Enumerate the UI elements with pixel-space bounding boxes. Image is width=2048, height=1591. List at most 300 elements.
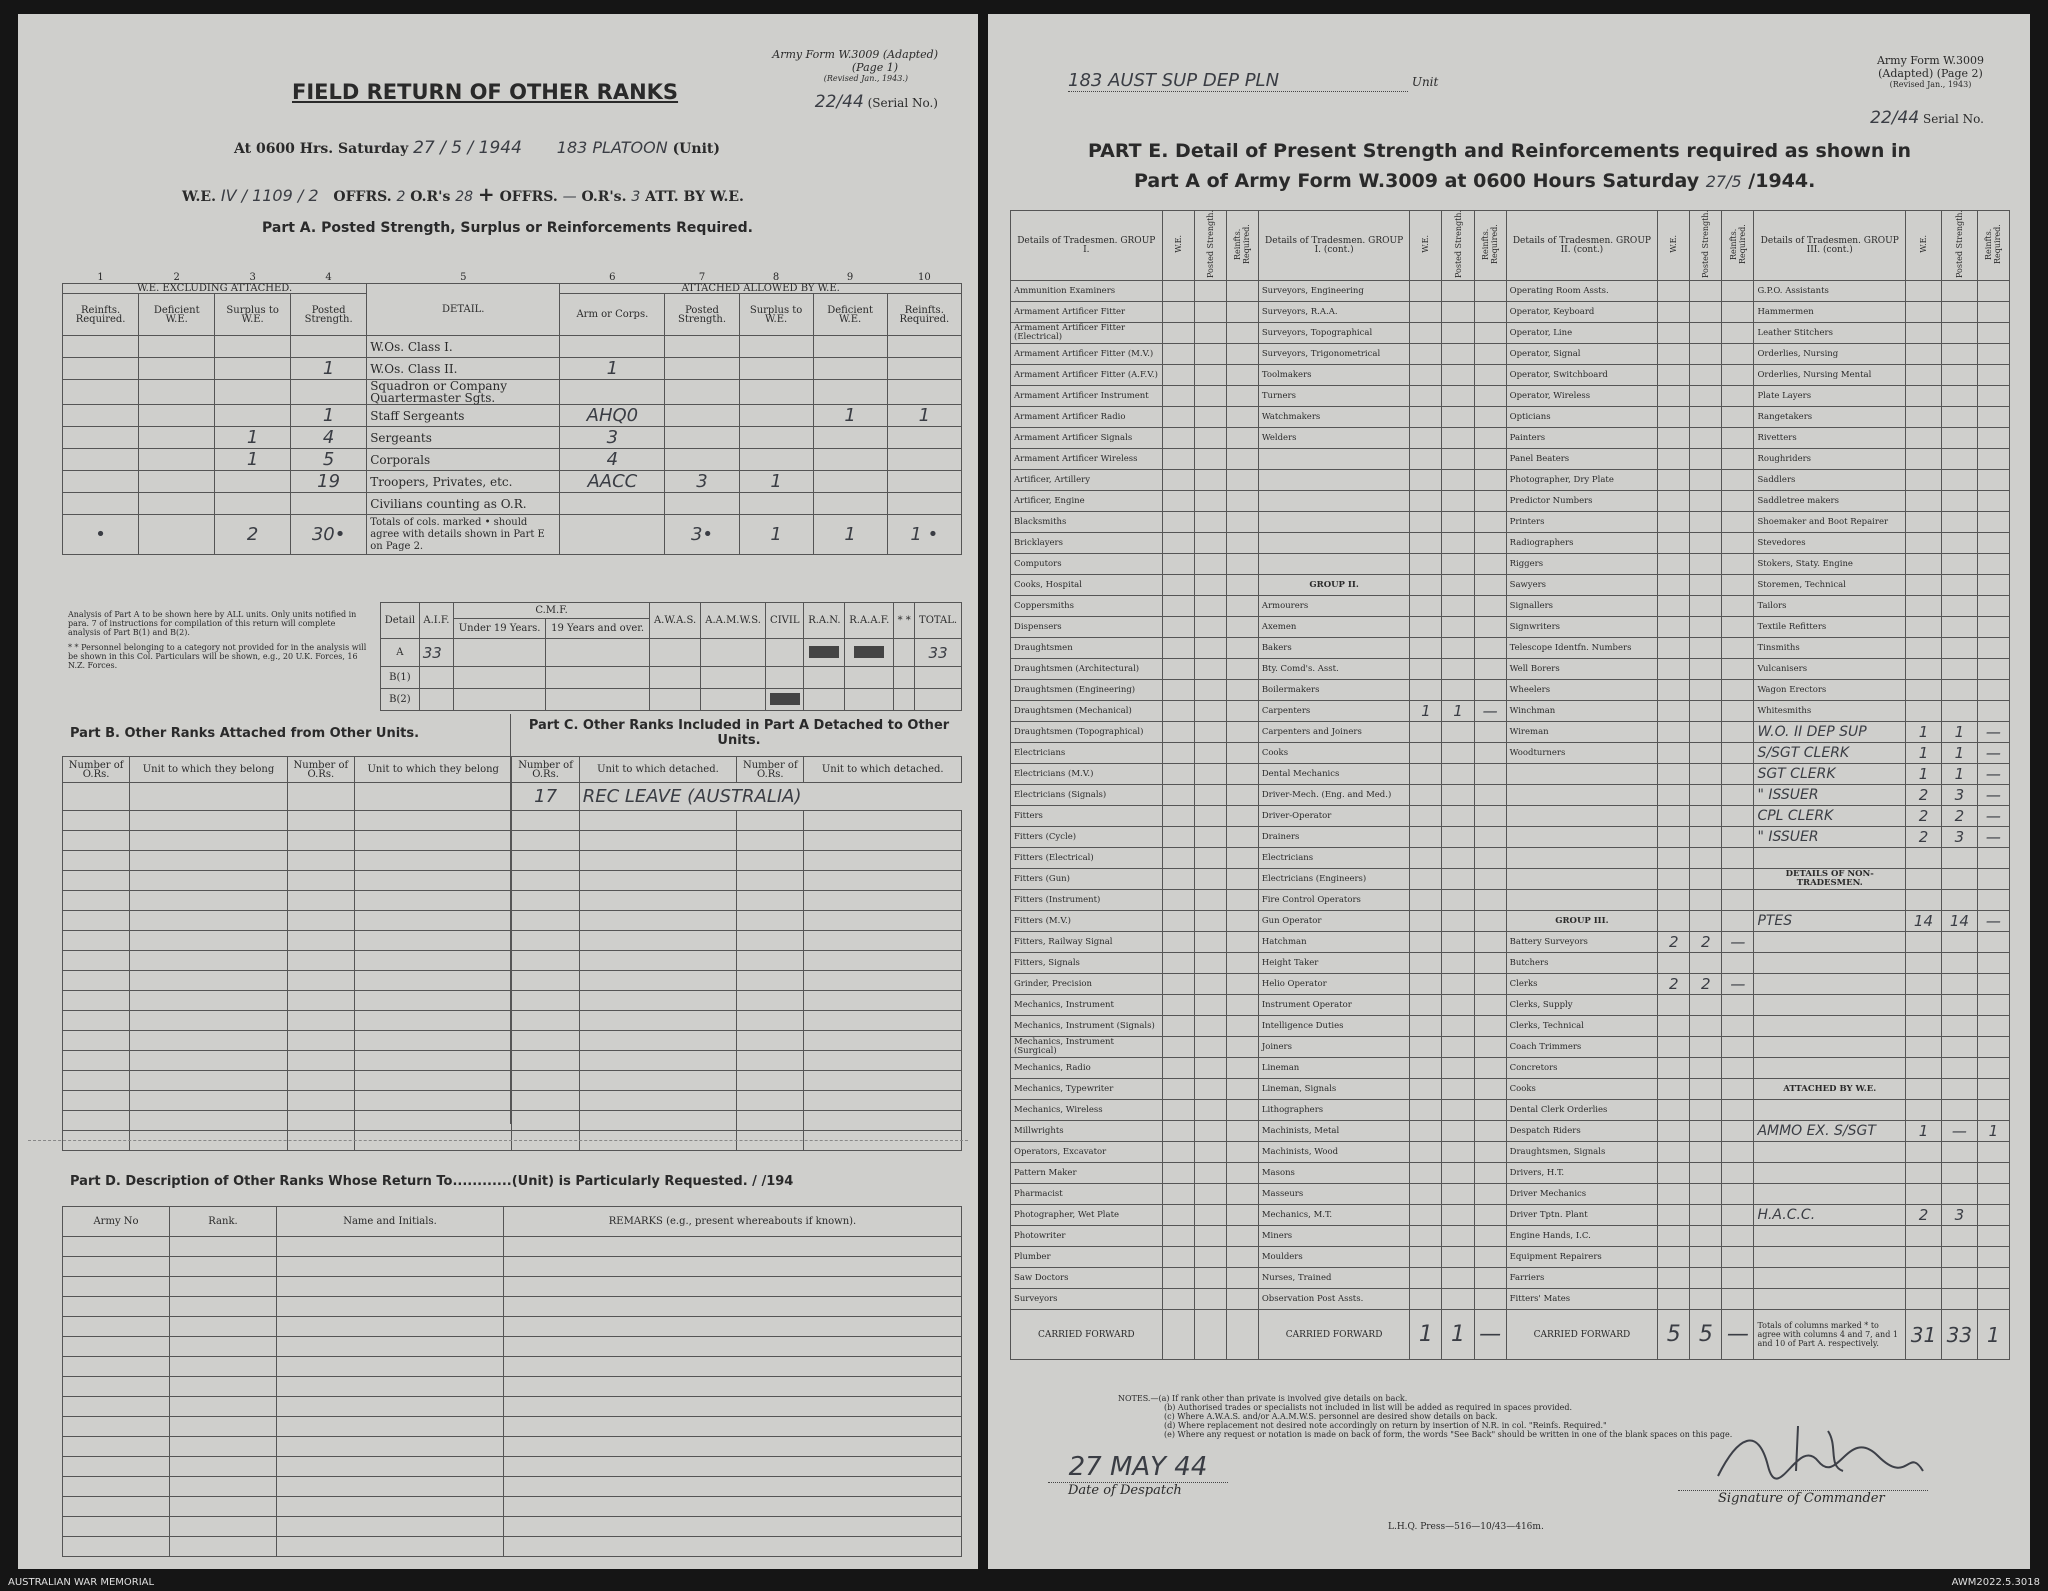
trade-value	[1722, 281, 1754, 302]
table-row	[63, 1537, 962, 1557]
trade-label: Operator, Switchboard	[1506, 365, 1658, 386]
trade-value	[1442, 1142, 1474, 1163]
trade-label: Woodturners	[1506, 743, 1658, 764]
trade-value	[1658, 953, 1690, 974]
analysis-header: A.A.M.W.S.	[701, 603, 766, 639]
trade-label: Electricians	[1258, 848, 1410, 869]
trade-value	[1194, 575, 1226, 596]
trade-label: Driver-Operator	[1258, 806, 1410, 827]
trade-value	[1442, 932, 1474, 953]
row-value	[291, 336, 367, 358]
trade-row	[1011, 1079, 2010, 1100]
trade-label: Draughtsmen (Topographical)	[1011, 722, 1163, 743]
row-value: 1	[813, 405, 887, 427]
trade-row	[1011, 1289, 2010, 1310]
trade-label: Surveyors	[1011, 1289, 1163, 1310]
trade-label: Telescope Identfn. Numbers	[1506, 638, 1658, 659]
form-reference: Army Form W.3009 (Adapted) (Page 1) (Revised Jan., 1943.)	[772, 48, 938, 83]
column-header: Posted Strength.	[1453, 209, 1463, 279]
trade-value	[1474, 281, 1506, 302]
row-value	[887, 380, 961, 405]
trade-row	[1011, 659, 2010, 680]
trade-value	[1690, 1247, 1722, 1268]
trade-label: PTES	[1754, 911, 1906, 932]
trade-value	[1226, 470, 1258, 491]
trade-value: 1	[1906, 1121, 1942, 1142]
trade-value	[1162, 1205, 1194, 1226]
part-e-header-row	[1011, 211, 2010, 281]
part-d-table	[62, 1206, 962, 1557]
trade-value	[1194, 1058, 1226, 1079]
trade-label: Driver Tptn. Plant	[1506, 1205, 1658, 1226]
trade-value	[1906, 701, 1942, 722]
we-line: W.E. IV / 1109 / 2 OFFRS. 2 O.R's 28 + OFFRS. — O.R's. 3 ATT. BY W.E.	[182, 182, 744, 206]
trade-value	[1690, 827, 1722, 848]
trade-value	[1226, 1268, 1258, 1289]
trade-label: Saddletree makers	[1754, 491, 1906, 512]
trade-value	[1722, 617, 1754, 638]
col-number: 2	[173, 272, 180, 283]
trade-label: Clerks, Technical	[1506, 1016, 1658, 1037]
trade-value	[1690, 302, 1722, 323]
trade-value	[1194, 701, 1226, 722]
trade-value	[1941, 428, 1977, 449]
trade-value	[1474, 407, 1506, 428]
column-header: Reinfts. Required.	[1481, 224, 1500, 264]
trade-value	[1410, 386, 1442, 407]
trade-value	[1194, 302, 1226, 323]
trade-value	[1410, 512, 1442, 533]
trade-value	[1442, 911, 1474, 932]
row-value	[665, 405, 739, 427]
trade-label: Opticians	[1506, 407, 1658, 428]
row-value: 2	[215, 515, 291, 555]
trade-label: Photographer, Wet Plate	[1011, 1205, 1163, 1226]
carried-value	[1226, 1310, 1258, 1360]
part-bc-rows	[63, 811, 962, 1151]
trade-value	[1410, 743, 1442, 764]
trade-value	[1977, 701, 2009, 722]
note-line: NOTES.—(a) If rank other than private is involved give details on back.	[1118, 1394, 1408, 1403]
trade-label: CPL CLERK	[1754, 806, 1906, 827]
trade-value	[1906, 596, 1942, 617]
carried-value	[1194, 1310, 1226, 1360]
trade-value	[1722, 701, 1754, 722]
table-row	[63, 931, 962, 951]
trade-label: Masseurs	[1258, 1184, 1410, 1205]
trade-value	[1977, 491, 2009, 512]
trade-value	[1690, 365, 1722, 386]
trade-row	[1011, 1100, 2010, 1121]
trade-value	[1162, 764, 1194, 785]
trade-label: Lineman, Signals	[1258, 1079, 1410, 1100]
trade-value	[1162, 281, 1194, 302]
trade-value	[1690, 1184, 1722, 1205]
trade-value	[1474, 995, 1506, 1016]
trade-value: —	[1977, 764, 2009, 785]
press-line: L.H.Q. Press—516—10/43—416m.	[1388, 1522, 1544, 1532]
trade-value	[1474, 1079, 1506, 1100]
trade-value	[1941, 869, 1977, 890]
trade-value	[1658, 1079, 1690, 1100]
trade-label: Draughtsmen	[1011, 638, 1163, 659]
trade-value	[1690, 554, 1722, 575]
row-value	[813, 380, 887, 405]
column-header: W.E.	[1173, 235, 1183, 253]
cmf-header: C.M.F.	[454, 603, 650, 619]
trade-value	[1194, 1205, 1226, 1226]
trade-value	[1474, 1289, 1506, 1310]
trade-label: Fitters' Mates	[1506, 1289, 1658, 1310]
column-header: Number of O.Rs.	[512, 757, 579, 783]
column-header: Reinfts. Required.	[63, 294, 139, 336]
trade-value	[1906, 1184, 1942, 1205]
trade-value	[1658, 1226, 1690, 1247]
column-header: Posted Strength.	[1701, 209, 1711, 279]
trade-value	[1194, 890, 1226, 911]
trade-value	[1906, 1037, 1942, 1058]
trade-value	[1906, 428, 1942, 449]
trade-value	[1658, 365, 1690, 386]
col-number: 6	[609, 272, 616, 283]
column-header: Deficient W.E.	[813, 294, 887, 336]
row-value: 1	[739, 471, 813, 493]
carried-value: 5	[1690, 1310, 1722, 1360]
trade-value	[1410, 554, 1442, 575]
trade-value	[1410, 1079, 1442, 1100]
trade-value	[1442, 449, 1474, 470]
trade-value	[1410, 974, 1442, 995]
table-row	[63, 1437, 962, 1457]
trade-label	[1258, 470, 1410, 491]
trade-value	[1977, 1100, 2009, 1121]
table-row	[63, 1357, 962, 1377]
trade-value	[1162, 995, 1194, 1016]
trade-label: Operating Room Assts.	[1506, 281, 1658, 302]
trade-label: Surveyors, Topographical	[1258, 323, 1410, 344]
trade-label: Dental Mechanics	[1258, 764, 1410, 785]
table-row	[63, 831, 962, 851]
trade-value	[1722, 491, 1754, 512]
trade-row	[1011, 575, 2010, 596]
trade-value	[1658, 1100, 1690, 1121]
trade-row	[1011, 1184, 2010, 1205]
table-row	[63, 891, 962, 911]
trade-value	[1474, 344, 1506, 365]
trade-label	[1754, 995, 1906, 1016]
row-detail: Corporals	[367, 449, 560, 471]
trade-value: 1	[1906, 764, 1942, 785]
trade-value	[1977, 1184, 2009, 1205]
analysis-header: A.I.F.	[419, 603, 453, 639]
trade-value	[1474, 743, 1506, 764]
trade-value	[1194, 1037, 1226, 1058]
trade-label: Electricians (Signals)	[1011, 785, 1163, 806]
analysis-total: 33	[915, 639, 962, 667]
trade-label: Pharmacist	[1011, 1184, 1163, 1205]
trade-value	[1410, 1184, 1442, 1205]
trade-value	[1226, 1163, 1258, 1184]
trade-value	[1162, 365, 1194, 386]
totals-note: Totals of columns marked * to agree with columns 4 and 7, and 1 and 10 of Part A. respectively.	[1754, 1310, 1906, 1360]
carried-value: —	[1474, 1310, 1506, 1360]
trade-value	[1442, 848, 1474, 869]
table-row	[63, 991, 962, 1011]
trade-value	[1474, 1226, 1506, 1247]
trade-value	[1977, 1226, 2009, 1247]
trade-value	[1941, 1184, 1977, 1205]
trade-value	[1442, 869, 1474, 890]
trade-value	[1410, 638, 1442, 659]
trade-value: 2	[1906, 806, 1942, 827]
despatch-block	[1048, 1452, 1228, 1498]
trade-value	[1442, 785, 1474, 806]
part-a-row	[63, 336, 962, 358]
trade-value: —	[1977, 722, 2009, 743]
column-header: REMARKS (e.g., present whereabouts if known).	[504, 1207, 962, 1237]
trade-value: 2	[1906, 827, 1942, 848]
trade-value	[1162, 533, 1194, 554]
trade-value	[1941, 302, 1977, 323]
trade-value	[1474, 470, 1506, 491]
carried-value: 1	[1442, 1310, 1474, 1360]
trade-label: Driver-Mech. (Eng. and Med.)	[1258, 785, 1410, 806]
trade-value: 2	[1658, 932, 1690, 953]
trade-label: Panel Beaters	[1506, 449, 1658, 470]
trade-value: 3	[1941, 827, 1977, 848]
trade-value	[1658, 869, 1690, 890]
trade-row	[1011, 701, 2010, 722]
row-value	[739, 358, 813, 380]
form-page-1	[18, 14, 978, 1569]
trade-label: Armament Artificer Radio	[1011, 407, 1163, 428]
row-value: •	[63, 515, 139, 555]
trade-value	[1410, 302, 1442, 323]
trade-label: Equipment Repairers	[1506, 1247, 1658, 1268]
trade-value: —	[1977, 785, 2009, 806]
trade-label: Draughtsmen, Signals	[1506, 1142, 1658, 1163]
trade-label: Watchmakers	[1258, 407, 1410, 428]
trade-value	[1442, 596, 1474, 617]
trade-value	[1906, 407, 1942, 428]
trade-label: Carpenters	[1258, 701, 1410, 722]
table-row	[63, 811, 962, 831]
trade-value	[1226, 1142, 1258, 1163]
trade-value	[1977, 1205, 2009, 1226]
trade-label	[1258, 512, 1410, 533]
trade-label: Draughtsmen (Mechanical)	[1011, 701, 1163, 722]
trade-label: Plate Layers	[1754, 386, 1906, 407]
trade-value	[1410, 1037, 1442, 1058]
row-value	[665, 380, 739, 405]
row-value	[887, 471, 961, 493]
trade-value	[1442, 428, 1474, 449]
table-row	[63, 1477, 962, 1497]
trade-label: Boilermakers	[1258, 680, 1410, 701]
trade-value	[1658, 638, 1690, 659]
trade-value	[1442, 1247, 1474, 1268]
trade-value	[1226, 1247, 1258, 1268]
trade-value	[1658, 491, 1690, 512]
trade-value	[1474, 1205, 1506, 1226]
trade-value	[1410, 449, 1442, 470]
trade-row	[1011, 1226, 2010, 1247]
trade-value	[1658, 659, 1690, 680]
trade-value	[1722, 1121, 1754, 1142]
trade-value	[1442, 302, 1474, 323]
row-detail: Civilians counting as O.R.	[367, 493, 560, 515]
trade-value	[1162, 869, 1194, 890]
trade-label: Welders	[1258, 428, 1410, 449]
trade-value	[1474, 932, 1506, 953]
trade-value	[1906, 449, 1942, 470]
trade-value	[1977, 1268, 2009, 1289]
trade-value	[1941, 848, 1977, 869]
trade-value	[1162, 848, 1194, 869]
trade-label: Armament Artificer Fitter	[1011, 302, 1163, 323]
table-row	[63, 1457, 962, 1477]
group-header: Details of Tradesmen. GROUP I.	[1011, 211, 1163, 281]
trade-label: GROUP II.	[1258, 575, 1410, 596]
trade-label	[1506, 785, 1658, 806]
row-value	[887, 358, 961, 380]
trade-value	[1410, 1289, 1442, 1310]
trade-label: Operator, Keyboard	[1506, 302, 1658, 323]
trade-row	[1011, 953, 2010, 974]
trade-value	[1226, 1226, 1258, 1247]
trade-value	[1162, 428, 1194, 449]
trade-value	[1941, 1268, 1977, 1289]
trade-value	[1474, 617, 1506, 638]
trade-value	[1410, 659, 1442, 680]
trade-value	[1410, 596, 1442, 617]
trade-value	[1442, 1268, 1474, 1289]
trade-value	[1690, 281, 1722, 302]
table-row	[63, 1397, 962, 1417]
column-header: Posted Strength.	[665, 294, 739, 336]
trade-value	[1906, 1226, 1942, 1247]
trade-value	[1722, 1247, 1754, 1268]
trade-label	[1754, 932, 1906, 953]
row-detail: Squadron or Company Quartermaster Sgts.	[367, 380, 560, 405]
trade-value	[1690, 407, 1722, 428]
trade-label: Carpenters and Joiners	[1258, 722, 1410, 743]
trade-value	[1474, 953, 1506, 974]
trade-value	[1722, 806, 1754, 827]
trade-label: Blacksmiths	[1011, 512, 1163, 533]
trade-label: Coppersmiths	[1011, 596, 1163, 617]
trade-label: Mechanics, Typewriter	[1011, 1079, 1163, 1100]
trade-value	[1410, 953, 1442, 974]
carried-value: 5	[1658, 1310, 1690, 1360]
trade-value	[1226, 1058, 1258, 1079]
trade-label: Orderlies, Nursing Mental	[1754, 365, 1906, 386]
trade-row	[1011, 785, 2010, 806]
trade-label: Cooks, Hospital	[1011, 575, 1163, 596]
trade-value	[1906, 512, 1942, 533]
trade-value	[1410, 281, 1442, 302]
trade-value	[1977, 323, 2009, 344]
trade-value	[1977, 953, 2009, 974]
trade-label: Computors	[1011, 554, 1163, 575]
trade-value	[1977, 575, 2009, 596]
part-d-rows	[63, 1237, 962, 1557]
trade-value	[1162, 1058, 1194, 1079]
trade-row	[1011, 344, 2010, 365]
trade-value	[1690, 995, 1722, 1016]
trade-value	[1690, 1226, 1722, 1247]
trade-value	[1977, 449, 2009, 470]
trade-value	[1722, 554, 1754, 575]
trade-label: Signallers	[1506, 596, 1658, 617]
trade-label: Armament Artificer Fitter (M.V.)	[1011, 344, 1163, 365]
trade-value	[1474, 1184, 1506, 1205]
trade-value	[1941, 491, 1977, 512]
unit-line: 183 AUST SUP DEP PLN Unit	[1068, 70, 1439, 91]
table-row	[63, 1277, 962, 1297]
trade-value	[1658, 596, 1690, 617]
column-header: Name and Initials.	[277, 1207, 504, 1237]
trade-value	[1410, 932, 1442, 953]
note-line: (d) Where replacement not desired note accordingly on return by insertion of N.R. in col. "Reinfs. Required."	[1164, 1421, 1607, 1430]
trade-value	[1442, 827, 1474, 848]
trade-value	[1906, 1016, 1942, 1037]
trade-value	[1162, 1226, 1194, 1247]
trade-value	[1226, 827, 1258, 848]
trade-value: 2	[1690, 932, 1722, 953]
trade-label: Machinists, Wood	[1258, 1142, 1410, 1163]
trade-value	[1194, 1184, 1226, 1205]
trade-value	[1194, 1289, 1226, 1310]
trade-label: Mechanics, Instrument (Signals)	[1011, 1016, 1163, 1037]
trade-row	[1011, 533, 2010, 554]
note-line: (e) Where any request or notation is made on back of form, the words "See Back" should be written in one of the blank spaces on this page.	[1164, 1430, 1733, 1439]
row-value	[63, 427, 139, 449]
carried-forward-label: CARRIED FORWARD	[1011, 1310, 1163, 1360]
trade-value	[1162, 1100, 1194, 1121]
trade-value	[1977, 281, 2009, 302]
analysis-header: CIVIL	[766, 603, 804, 639]
trade-value	[1722, 512, 1754, 533]
trade-value	[1162, 407, 1194, 428]
trade-value	[1722, 302, 1754, 323]
row-value: 3	[665, 471, 739, 493]
total-value: 33	[1941, 1310, 1977, 1360]
trade-row	[1011, 680, 2010, 701]
trade-value	[1474, 827, 1506, 848]
row-value	[887, 449, 961, 471]
row-value: 4	[291, 427, 367, 449]
trade-value	[1906, 659, 1942, 680]
trade-row	[1011, 491, 2010, 512]
trade-value	[1442, 974, 1474, 995]
trade-label: Wheelers	[1506, 680, 1658, 701]
trade-value	[1162, 512, 1194, 533]
trade-value	[1722, 344, 1754, 365]
row-value	[739, 336, 813, 358]
row-value: 30•	[291, 515, 367, 555]
trade-label: W.O. II DEP SUP	[1754, 722, 1906, 743]
trade-value	[1690, 1289, 1722, 1310]
trade-value	[1442, 533, 1474, 554]
trade-label: Photographer, Dry Plate	[1506, 470, 1658, 491]
row-value	[139, 427, 215, 449]
trade-label: Signwriters	[1506, 617, 1658, 638]
trade-value	[1194, 764, 1226, 785]
trade-label: Storemen, Technical	[1754, 575, 1906, 596]
trade-value	[1162, 575, 1194, 596]
trade-value	[1658, 323, 1690, 344]
